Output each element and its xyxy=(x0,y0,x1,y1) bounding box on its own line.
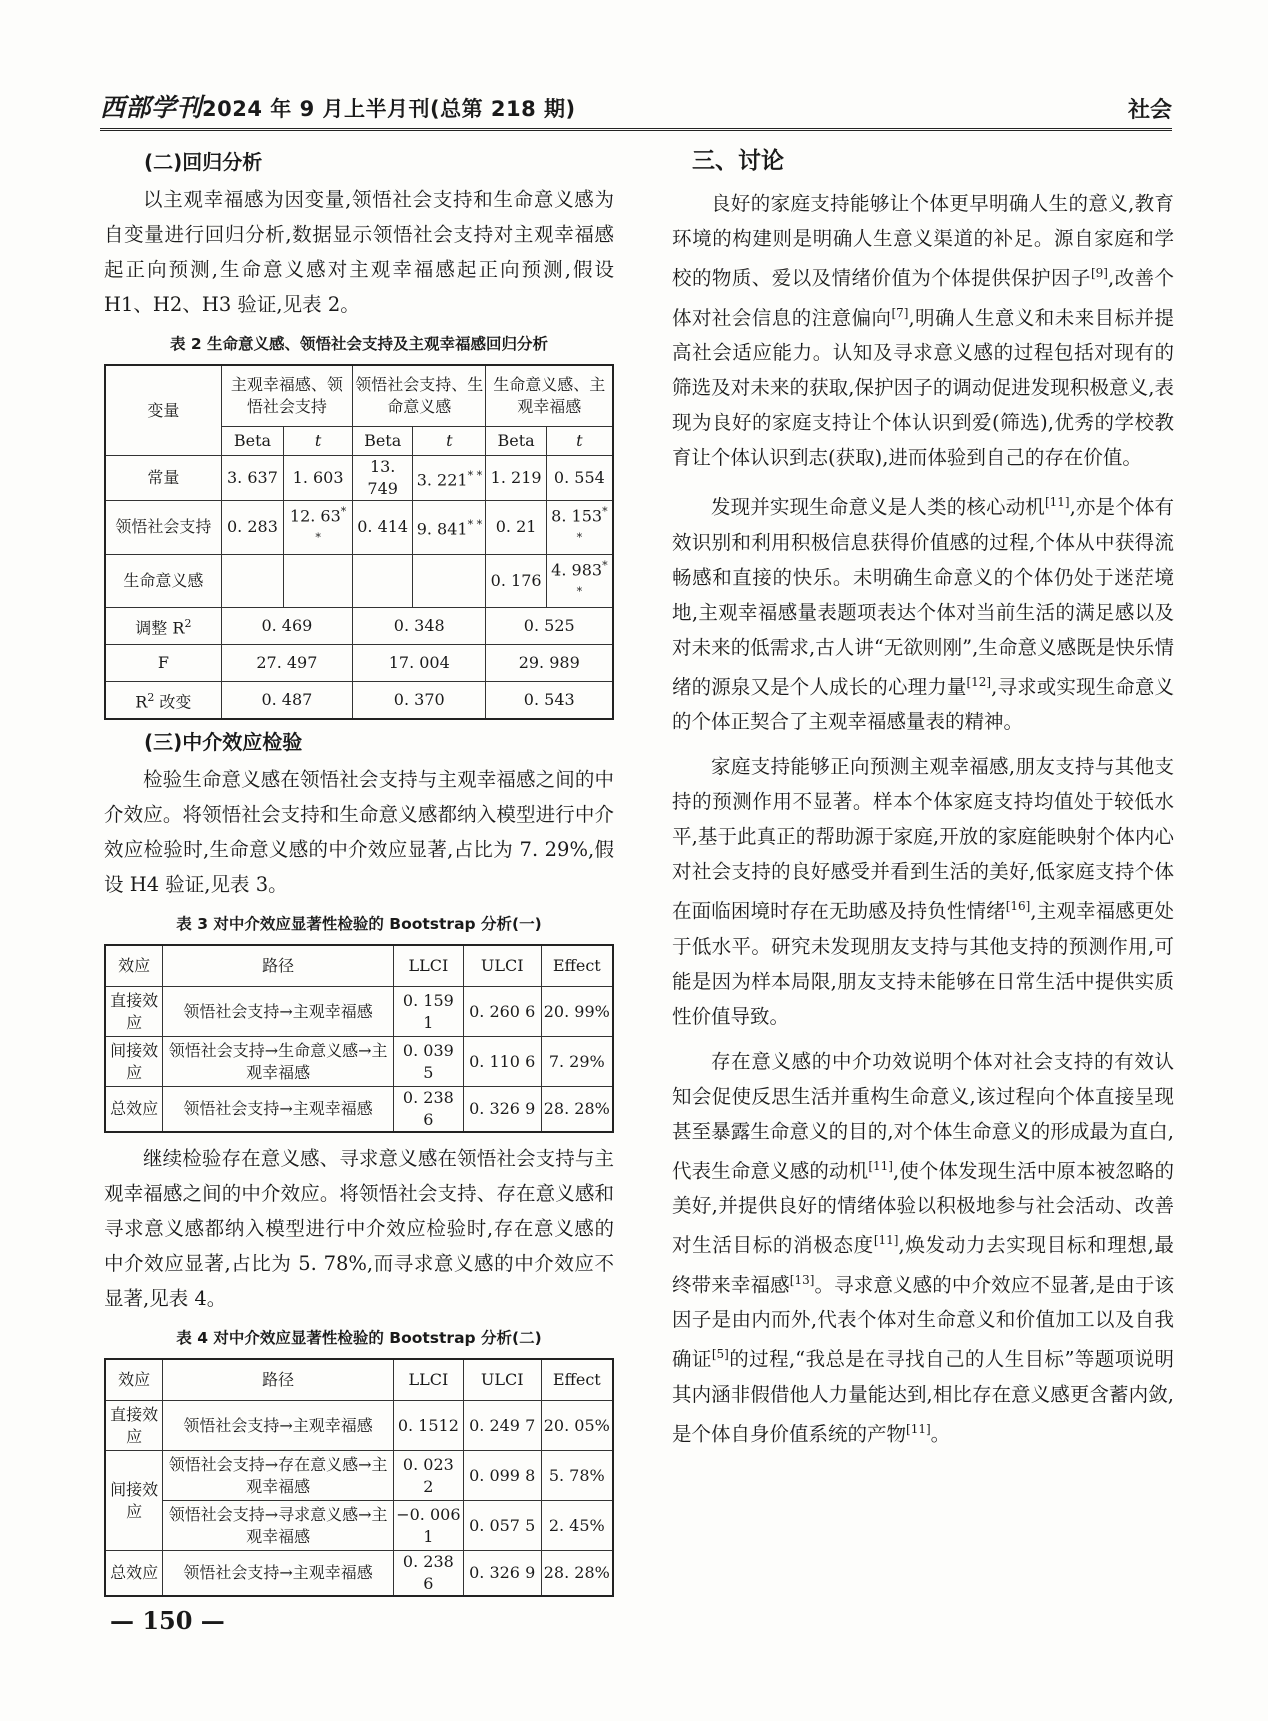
discussion-paragraph-1 xyxy=(672,186,1174,475)
table-cell: 0. 1512 xyxy=(393,1401,463,1451)
table-cell: 0. 543 xyxy=(486,682,613,720)
text: ,寻求或实现生命意义的个体正契合了主观幸福感量表的精神。 xyxy=(672,675,1174,733)
table-2-header-t: t xyxy=(284,427,353,456)
table-2-header-group-2: 领悟社会支持、生命意义感 xyxy=(353,365,486,427)
table-cell: 0. 283 xyxy=(221,501,283,555)
section-3-paragraph-1: 检验生命意义感在领悟社会支持与主观幸福感之间的中介效应。将领悟社会支持和生命意义感都纳入模型进行中介效应检验时,生命意义感的中介效应显著,占比为 7. 29%,假设 H4 验证,见表 3。 xyxy=(104,768,614,897)
section-2-paragraph: 以主观幸福感为因变量,领悟社会支持和生命意义感为自变量进行回归分析,数据显示领悟社会支持对主观幸福感起正向预测,生命意义感对主观幸福感起正向预测,假设 H1、H2、H3 验证,见表 2。 xyxy=(104,188,614,316)
table-cell: 0. 370 xyxy=(353,682,486,720)
row-label-text: 调整 R xyxy=(135,618,185,638)
table-cell: 0. 159 1 xyxy=(393,987,463,1037)
table-cell: 总效应 xyxy=(105,1551,163,1597)
table-cell: 0. 525 xyxy=(486,608,613,645)
right-column xyxy=(672,142,1174,1461)
significance-mark: * * xyxy=(315,505,347,545)
table-cell: 0. 057 5 xyxy=(463,1501,541,1551)
table-cell: 17. 004 xyxy=(353,645,486,682)
table-cell: 28. 28% xyxy=(541,1551,613,1597)
discussion-heading: 三、讨论 xyxy=(692,148,784,174)
text: ,主观幸福感更处于低水平。研究未发现朋友支持与其他支持的预测作用,可能是因为样本局限,朋友支持未能够在日常生活中提供实质性价值导致。 xyxy=(672,899,1174,1028)
table-cell: 2. 45% xyxy=(541,1501,613,1551)
table-cell: 0. 554 xyxy=(546,456,613,501)
table-cell: 3. 637 xyxy=(221,456,283,501)
table-cell: 总效应 xyxy=(105,1087,163,1133)
journal-issue: 2024 年 9 月上半月刊(总第 218 期) xyxy=(202,97,576,121)
table-header: LLCI xyxy=(393,945,463,987)
section-3-heading: (三)中介效应检验 xyxy=(144,730,303,755)
table-cell: 0. 249 7 xyxy=(463,1401,541,1451)
table-header: ULCI xyxy=(463,1359,541,1401)
table-header: 路径 xyxy=(163,1359,394,1401)
table-cell: 间接效应 xyxy=(105,1037,163,1087)
table-row xyxy=(105,1451,613,1501)
citation: [7] xyxy=(891,305,909,320)
table-cell: 0. 414 xyxy=(353,501,413,555)
cell-value: 3. 221 xyxy=(416,470,468,490)
cell-value: 12. 63 xyxy=(289,506,341,526)
row-label-text: 改变 xyxy=(154,692,192,712)
table-cell: 领悟社会支持→存在意义感→主观幸福感 xyxy=(163,1451,394,1501)
table-4 xyxy=(104,1358,614,1597)
table-2-header-t: t xyxy=(546,427,613,456)
table-row xyxy=(105,682,613,720)
table-2-header-t: t xyxy=(413,427,486,456)
table-cell: 领悟社会支持→生命意义感→主观幸福感 xyxy=(163,1037,394,1087)
table-cell: 0. 039 5 xyxy=(393,1037,463,1087)
table-2-header-beta: Beta xyxy=(486,427,546,456)
significance-mark: * * xyxy=(576,505,608,545)
significance-mark: * * xyxy=(467,518,483,532)
table-header: LLCI xyxy=(393,1359,463,1401)
text: 家庭支持能够正向预测主观幸福感,朋友支持与其他支持的预测作用不显著。样本个体家庭支持均值处于较低水平,基于此真正的帮助源于家庭,开放的家庭能映射个体内心对社会支持的良好感受并看到生活的美好,低家庭支持个体在面临困境时存在无助感及持负性情绪 xyxy=(672,755,1174,923)
table-cell: 0. 469 xyxy=(221,608,352,645)
text: ,焕发动力去实现目标和理想,最终带来幸福感 xyxy=(672,1233,1174,1296)
text: 。寻求意义感的中介效应不显著,是由于该因子是由内而外,代表个体对生命意义和价值加工以及自我确证 xyxy=(672,1273,1174,1371)
table-cell: 0. 023 2 xyxy=(393,1451,463,1501)
table-cell xyxy=(413,456,486,501)
table-header: 效应 xyxy=(105,945,163,987)
text: ,改善个体对社会信息的注意偏向 xyxy=(672,266,1174,329)
superscript: 2 xyxy=(147,691,155,705)
section-2-heading: (二)回归分析 xyxy=(144,150,263,174)
row-label: 常量 xyxy=(105,456,221,501)
citation: [11] xyxy=(868,1158,893,1173)
table-2-header-group-3: 生命意义感、主观幸福感 xyxy=(486,365,613,427)
left-column xyxy=(104,142,614,1605)
table-row xyxy=(105,1501,613,1551)
discussion-paragraph-2 xyxy=(672,485,1174,739)
text: 。 xyxy=(930,1422,951,1445)
table-cell: 13. 749 xyxy=(353,456,413,501)
table-2 xyxy=(104,364,614,720)
row-label: F xyxy=(105,645,221,682)
table-cell: 1. 219 xyxy=(486,456,546,501)
citation: [13] xyxy=(789,1272,815,1287)
table-cell: 0. 326 9 xyxy=(463,1087,541,1133)
table-cell: 27. 497 xyxy=(221,645,352,682)
citation: [11] xyxy=(1044,495,1070,509)
running-header xyxy=(100,84,1172,131)
citation: [16] xyxy=(1005,899,1031,913)
journal-logo: 西部学刊 xyxy=(100,93,203,122)
table-cell: 1. 603 xyxy=(284,456,353,501)
table-cell: 0. 110 6 xyxy=(463,1037,541,1087)
table-row xyxy=(105,1551,613,1597)
table-row xyxy=(105,608,613,645)
table-cell: 领悟社会支持→主观幸福感 xyxy=(163,1087,394,1133)
row-label: 领悟社会支持 xyxy=(105,501,221,555)
table-cell xyxy=(221,554,283,608)
table-header: ULCI xyxy=(463,945,541,987)
text: 的过程,“我总是在寻找自己的人生目标”等题项说明其内涵非假借他人力量能达到,相比存在意义感更含蓄内敛,是个体自身价值系统的产物 xyxy=(672,1347,1174,1445)
table-row xyxy=(105,501,613,555)
text: ,明确人生意义和未来目标并提高社会适应能力。认知及寻求意义感的过程包括对现有的筛选及对未来的获取,保护因子的调动促进发现积极意义,表现为良好的家庭支持让个体认识到爱(筛选),优秀的学校教育让个体认识到志(获取),进而体验到自己的存在价值。 xyxy=(672,306,1174,469)
table-cell: 0. 238 6 xyxy=(393,1087,463,1133)
table-4-caption: 表 4 对中介效应显著性检验的 Bootstrap 分析(二) xyxy=(176,1329,542,1348)
cell-value: 9. 841 xyxy=(416,519,468,539)
text: 发现并实现生命意义是人类的核心动机 xyxy=(711,495,1045,519)
cell-value: 4. 983 xyxy=(551,559,603,579)
table-row xyxy=(105,456,613,501)
table-cell: 5. 78% xyxy=(541,1451,613,1501)
table-cell: 直接效应 xyxy=(105,1401,163,1451)
table-cell xyxy=(284,554,353,608)
page-number: — 150 — xyxy=(110,1606,225,1635)
table-cell: 直接效应 xyxy=(105,987,163,1037)
table-cell xyxy=(284,501,353,555)
citation: [11] xyxy=(906,1421,931,1436)
row-label: 生命意义感 xyxy=(105,554,221,608)
table-cell: 0. 099 8 xyxy=(463,1451,541,1501)
table-2-header-beta: Beta xyxy=(353,427,413,456)
superscript: 2 xyxy=(184,617,192,631)
table-cell: 20. 99% xyxy=(541,987,613,1037)
table-2-header-variable: 变量 xyxy=(105,365,221,456)
table-header: 效应 xyxy=(105,1359,163,1401)
discussion-paragraph-4 xyxy=(672,1044,1174,1452)
table-3-caption: 表 3 对中介效应显著性检验的 Bootstrap 分析(一) xyxy=(176,915,542,934)
discussion-paragraph-3 xyxy=(672,749,1174,1034)
table-cell: 领悟社会支持→主观幸福感 xyxy=(163,987,394,1037)
table-cell: 0. 260 6 xyxy=(463,987,541,1037)
table-cell: 0. 487 xyxy=(221,682,352,720)
significance-mark: * * xyxy=(576,558,608,598)
table-cell: 0. 176 xyxy=(486,554,546,608)
table-header: Effect xyxy=(541,945,613,987)
text: 存在意义感的中介功效说明个体对社会支持的有效认知会促使反思生活并重构生命意义,该过程向个体直接呈现甚至暴露生命意义的目的,对个体生命意义的形成最为直白,代表生命意义感的动机 xyxy=(672,1049,1174,1182)
table-cell: 间接效应 xyxy=(105,1451,163,1551)
row-label xyxy=(105,682,221,720)
table-3 xyxy=(104,944,614,1133)
table-cell: 领悟社会支持→主观幸福感 xyxy=(163,1551,394,1597)
journal-info xyxy=(100,88,576,124)
cell-value: 8. 153 xyxy=(551,506,603,526)
table-cell: 领悟社会支持→寻求意义感→主观幸福感 xyxy=(163,1501,394,1551)
table-cell: 20. 05% xyxy=(541,1401,613,1451)
table-header: 路径 xyxy=(163,945,394,987)
citation: [9] xyxy=(1090,266,1108,280)
table-cell xyxy=(546,554,613,608)
table-cell xyxy=(413,501,486,555)
text: ,使个体发现生活中原本被忽略的美好,并提供良好的情绪体验以积极地参与社会活动、改善对生活目标的消极态度 xyxy=(672,1159,1174,1257)
table-cell: 0. 326 9 xyxy=(463,1551,541,1597)
table-cell xyxy=(353,554,413,608)
table-2-header-group-1: 主观幸福感、领悟社会支持 xyxy=(221,365,352,427)
table-cell xyxy=(413,554,486,608)
table-row xyxy=(105,1037,613,1087)
table-row xyxy=(105,1087,613,1133)
citation: [5] xyxy=(711,1347,729,1361)
table-cell: 0. 238 6 xyxy=(393,1551,463,1597)
text: 良好的家庭支持能够让个体更早明确人生的意义,教育环境的构建则是明确人生意义渠道的补足。源自家庭和学校的物质、爱以及情绪价值为个体提供保护因子 xyxy=(672,192,1174,290)
table-cell xyxy=(546,501,613,555)
section-name: 社会 xyxy=(1127,98,1172,123)
table-cell: 7. 29% xyxy=(541,1037,613,1087)
significance-mark: * * xyxy=(467,468,483,482)
table-row xyxy=(105,645,613,682)
table-2-header-beta: Beta xyxy=(221,427,283,456)
table-cell: 29. 989 xyxy=(486,645,613,682)
row-label-text: R xyxy=(135,692,148,712)
table-cell: 0. 21 xyxy=(486,501,546,555)
table-row xyxy=(105,554,613,608)
table-cell: 0. 348 xyxy=(353,608,486,645)
table-row xyxy=(105,1401,613,1451)
citation: [12] xyxy=(966,674,992,689)
table-cell: −0. 006 1 xyxy=(393,1501,463,1551)
citation: [11] xyxy=(873,1233,899,1247)
row-label xyxy=(105,608,221,645)
section-3-paragraph-2: 继续检验存在意义感、寻求意义感在领悟社会支持与主观幸福感之间的中介效应。将领悟社会支持、存在意义感和寻求意义感都纳入模型进行中介效应检验时,存在意义感的中介效应显著,占比为 5. 78%,而寻求意义感的中介效应不显著,见表 4。 xyxy=(104,1147,614,1311)
table-2-caption: 表 2 生命意义感、领悟社会支持及主观幸福感回归分析 xyxy=(169,335,549,353)
table-header: Effect xyxy=(541,1359,613,1401)
text: ,亦是个体有效识别和利用积极信息获得价值感的过程,个体从中获得流畅感和直接的快乐。未明确生命意义的个体仍处于迷茫境地,主观幸福感量表题项表达个体对当前生活的满足感以及对未来的低需求,古人讲“无欲则刚”,生命意义感既是快乐情绪的源泉又是个人成长的心理力量 xyxy=(672,495,1174,698)
table-cell: 领悟社会支持→主观幸福感 xyxy=(163,1401,394,1451)
table-cell: 28. 28% xyxy=(541,1087,613,1133)
table-row xyxy=(105,987,613,1037)
